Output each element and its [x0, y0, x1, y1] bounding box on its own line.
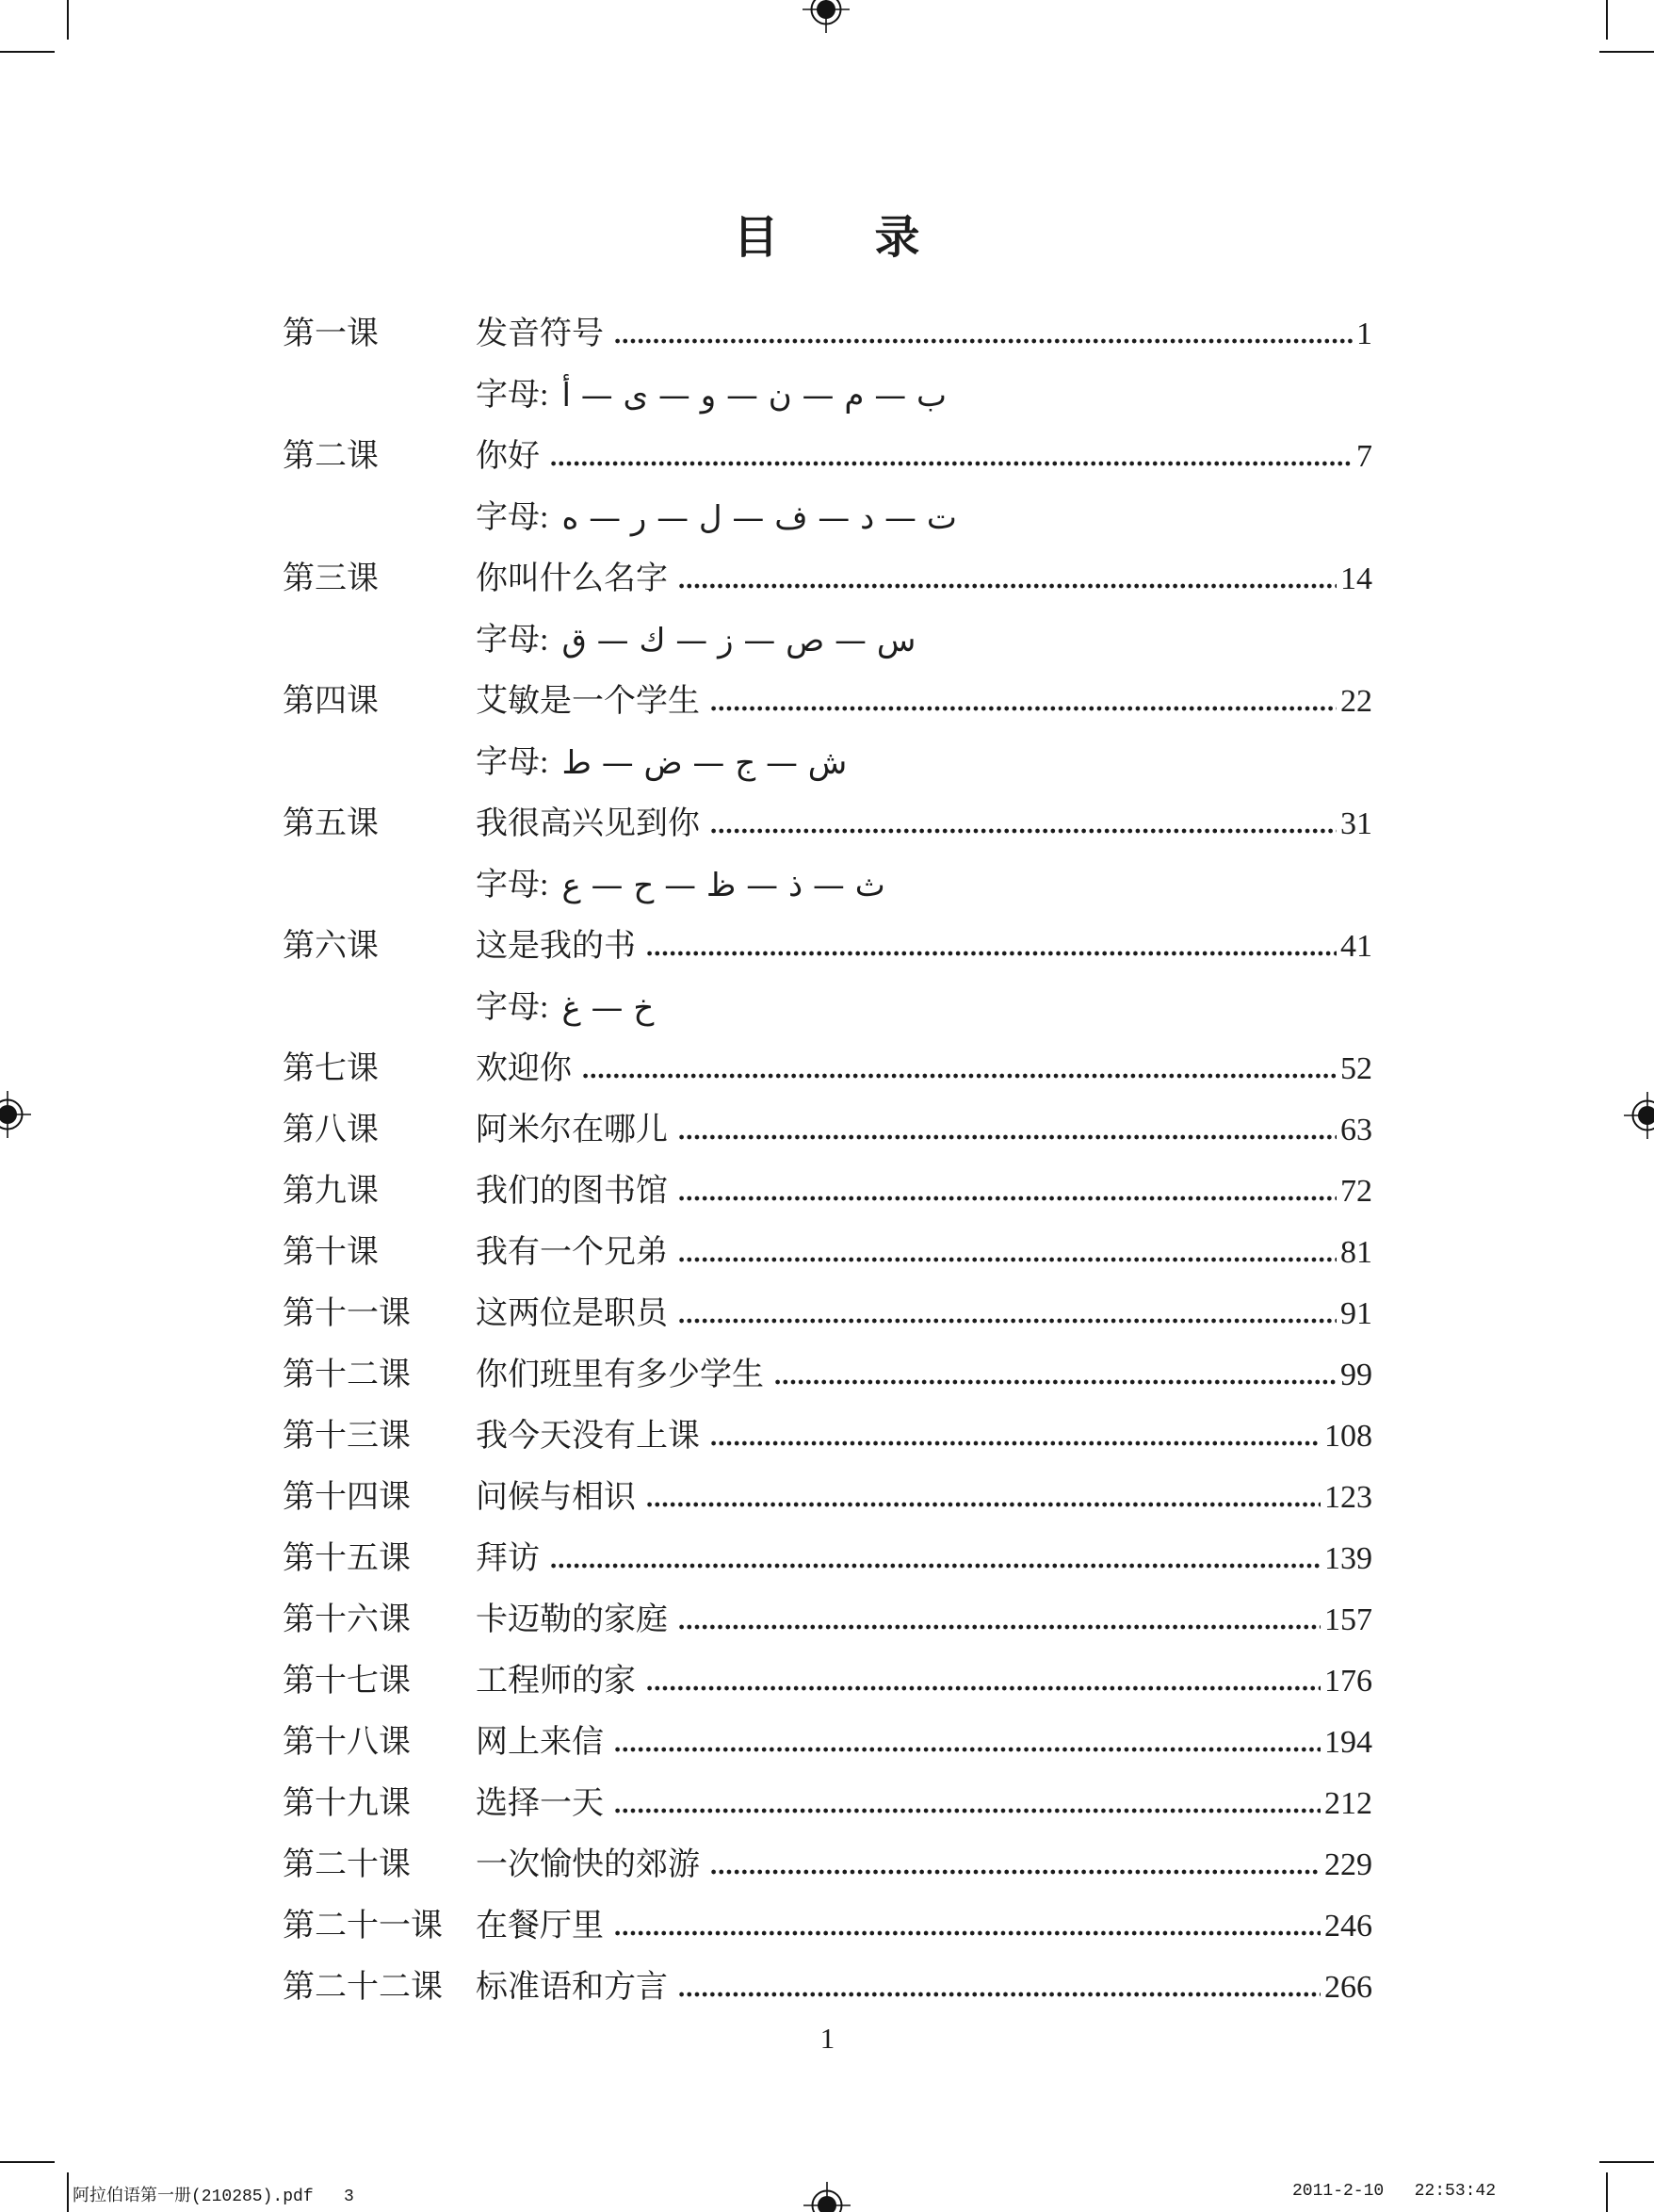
- lesson-number: 第二十课: [283, 1846, 411, 1882]
- lesson-number: 第十八课: [283, 1724, 411, 1760]
- dot-leader: [711, 1869, 1321, 1875]
- letters-label: 字母:: [476, 989, 549, 1025]
- lesson-page-number: 266: [1324, 1969, 1372, 2005]
- dot-leader: [551, 461, 1353, 466]
- lesson-page-number: 72: [1340, 1173, 1372, 1209]
- registration-mark-icon: [0, 1090, 32, 1139]
- lesson-title: 选择一天: [476, 1785, 604, 1821]
- toc-entry: [283, 1895, 1372, 1957]
- lesson-title: 这两位是职员: [476, 1295, 668, 1331]
- arabic-letters: ش — ج — ض — ط: [561, 743, 848, 782]
- lesson-page-number: 246: [1324, 1908, 1372, 1944]
- dot-leader: [679, 583, 1337, 589]
- lesson-number: 第十九课: [283, 1785, 411, 1821]
- toc-entry: [283, 1773, 1372, 1834]
- dot-leader: [647, 951, 1337, 956]
- arabic-letters: ب — م — ن — و — ى — أ: [561, 376, 948, 415]
- dot-leader: [679, 1318, 1337, 1324]
- page-title: 目 录: [733, 213, 922, 263]
- registration-mark-icon: [1623, 1091, 1654, 1140]
- lesson-title: 标准语和方言: [476, 1969, 668, 2005]
- dot-leader: [775, 1379, 1337, 1385]
- toc-entry-letters: [283, 487, 1372, 548]
- footer-timestamp: 2011-2-10 22:53:42: [1292, 2182, 1497, 2201]
- letters-label: 字母:: [476, 744, 549, 780]
- dot-leader: [647, 1502, 1321, 1507]
- dot-leader: [679, 1257, 1337, 1262]
- toc-entry-letters: [283, 610, 1372, 671]
- toc-entry: [283, 1712, 1372, 1773]
- toc-entry: [283, 793, 1372, 854]
- dot-leader: [679, 1134, 1337, 1140]
- toc-entry: [283, 1651, 1372, 1712]
- toc-entry: [283, 916, 1372, 977]
- lesson-number: 第二十二课: [283, 1969, 443, 2005]
- lesson-page-number: 81: [1340, 1234, 1372, 1270]
- toc-entry: [283, 1834, 1372, 1895]
- lesson-page-number: 41: [1340, 928, 1372, 964]
- dot-leader: [679, 1992, 1321, 1997]
- toc-entry-letters: [283, 365, 1372, 426]
- toc-entry: [283, 671, 1372, 732]
- toc-entry: [283, 1589, 1372, 1651]
- toc-entry: [283, 1161, 1372, 1222]
- lesson-title: 我很高兴见到你: [476, 805, 700, 841]
- lesson-title: 艾敏是一个学生: [476, 683, 700, 719]
- letters-label: 字母:: [476, 622, 549, 658]
- lesson-title: 这是我的书: [476, 928, 636, 964]
- crop-mark: [1606, 2172, 1608, 2212]
- lesson-number: 第十一课: [283, 1295, 411, 1331]
- toc-entry: [283, 1467, 1372, 1528]
- lesson-page-number: 176: [1324, 1663, 1372, 1699]
- dot-leader: [711, 706, 1337, 711]
- lesson-number: 第十六课: [283, 1602, 411, 1637]
- lesson-page-number: 63: [1340, 1112, 1372, 1147]
- lesson-title: 我今天没有上课: [476, 1418, 700, 1454]
- lesson-title: 卡迈勒的家庭: [476, 1602, 668, 1637]
- toc-entry: [283, 1957, 1372, 2018]
- dot-leader: [679, 1624, 1321, 1630]
- toc-entry: [283, 1344, 1372, 1406]
- lesson-number: 第九课: [283, 1173, 379, 1209]
- lesson-number: 第十三课: [283, 1418, 411, 1454]
- toc-entry-letters: [283, 732, 1372, 793]
- toc-entry: [283, 1283, 1372, 1344]
- lesson-page-number: 91: [1340, 1295, 1372, 1331]
- toc-entry-letters: [283, 977, 1372, 1038]
- registration-mark-icon: [802, 0, 851, 34]
- crop-mark: [0, 2161, 55, 2163]
- lesson-page-number: 22: [1340, 683, 1372, 719]
- lesson-page-number: 99: [1340, 1357, 1372, 1392]
- lesson-title: 我们的图书馆: [476, 1173, 668, 1209]
- arabic-letters: خ — غ: [561, 988, 655, 1027]
- toc-entry: [283, 1222, 1372, 1283]
- toc-entry: [283, 426, 1372, 487]
- crop-mark: [67, 2172, 69, 2212]
- lesson-title: 工程师的家: [476, 1663, 636, 1699]
- dot-leader: [551, 1563, 1321, 1569]
- lesson-page-number: 212: [1324, 1785, 1372, 1821]
- lesson-number: 第五课: [283, 805, 379, 841]
- letters-label: 字母:: [476, 377, 549, 413]
- toc-entry: [283, 1406, 1372, 1467]
- toc-entry: [283, 1099, 1372, 1161]
- toc-entry: [283, 1038, 1372, 1099]
- lesson-page-number: 14: [1340, 561, 1372, 596]
- dot-leader: [679, 1195, 1337, 1201]
- lesson-page-number: 7: [1356, 438, 1372, 474]
- footer-filename: 阿拉伯语第一册(210285).pdf 3: [73, 2188, 354, 2206]
- dot-leader: [615, 1930, 1321, 1936]
- lesson-number: 第二十一课: [283, 1908, 443, 1944]
- lesson-title: 你们班里有多少学生: [476, 1357, 764, 1392]
- lesson-number: 第十五课: [283, 1540, 411, 1576]
- toc-entry: [283, 548, 1372, 610]
- crop-mark: [67, 0, 69, 40]
- toc-entry: [283, 1528, 1372, 1589]
- lesson-number: 第七课: [283, 1050, 379, 1086]
- dot-leader: [583, 1073, 1337, 1079]
- dot-leader: [615, 1808, 1321, 1814]
- lesson-number: 第六课: [283, 928, 379, 964]
- lesson-title: 在餐厅里: [476, 1908, 604, 1944]
- lesson-number: 第二课: [283, 438, 379, 474]
- lesson-page-number: 52: [1340, 1050, 1372, 1086]
- lesson-title: 我有一个兄弟: [476, 1234, 668, 1270]
- crop-mark: [1606, 0, 1608, 40]
- toc-list: [283, 303, 1372, 2018]
- lesson-page-number: 31: [1340, 805, 1372, 841]
- lesson-page-number: 108: [1324, 1418, 1372, 1454]
- toc-entry-letters: [283, 854, 1372, 916]
- lesson-title: 你叫什么名字: [476, 561, 668, 596]
- arabic-letters: ث — ذ — ظ — ح — ع: [561, 866, 885, 904]
- arabic-letters: ت — د — ف — ل — ر — ه: [561, 498, 957, 537]
- dot-leader: [615, 1747, 1321, 1752]
- lesson-number: 第十四课: [283, 1479, 411, 1515]
- lesson-page-number: 194: [1324, 1724, 1372, 1760]
- lesson-page-number: 229: [1324, 1846, 1372, 1882]
- dot-leader: [711, 828, 1337, 834]
- registration-mark-icon: [803, 2181, 851, 2212]
- lesson-page-number: 1: [1356, 316, 1372, 351]
- lesson-title: 问候与相识: [476, 1479, 636, 1515]
- lesson-number: 第十课: [283, 1234, 379, 1270]
- lesson-page-number: 123: [1324, 1479, 1372, 1515]
- lesson-title: 网上来信: [476, 1724, 604, 1760]
- toc-entry: [283, 303, 1372, 365]
- folio-page-number: 1: [819, 2022, 835, 2055]
- lesson-number: 第十二课: [283, 1357, 411, 1392]
- letters-label: 字母:: [476, 499, 549, 535]
- crop-mark: [0, 51, 55, 53]
- letters-label: 字母:: [476, 867, 549, 903]
- lesson-number: 第十七课: [283, 1663, 411, 1699]
- arabic-letters: س — ص — ز — ك — ق: [561, 621, 916, 659]
- lesson-number: 第三课: [283, 561, 379, 596]
- crop-mark: [1599, 2161, 1654, 2163]
- lesson-title: 发音符号: [476, 316, 604, 351]
- lesson-number: 第四课: [283, 683, 379, 719]
- lesson-title: 阿米尔在哪儿: [476, 1112, 668, 1147]
- lesson-title: 一次愉快的郊游: [476, 1846, 700, 1882]
- dot-leader: [711, 1440, 1321, 1446]
- lesson-title: 欢迎你: [476, 1050, 572, 1086]
- dot-leader: [647, 1685, 1321, 1691]
- dot-leader: [615, 338, 1353, 344]
- lesson-title: 拜访: [476, 1540, 540, 1576]
- lesson-number: 第一课: [283, 316, 379, 351]
- crop-mark: [1599, 51, 1654, 53]
- lesson-page-number: 139: [1324, 1540, 1372, 1576]
- lesson-title: 你好: [476, 438, 540, 474]
- lesson-page-number: 157: [1324, 1602, 1372, 1637]
- lesson-number: 第八课: [283, 1112, 379, 1147]
